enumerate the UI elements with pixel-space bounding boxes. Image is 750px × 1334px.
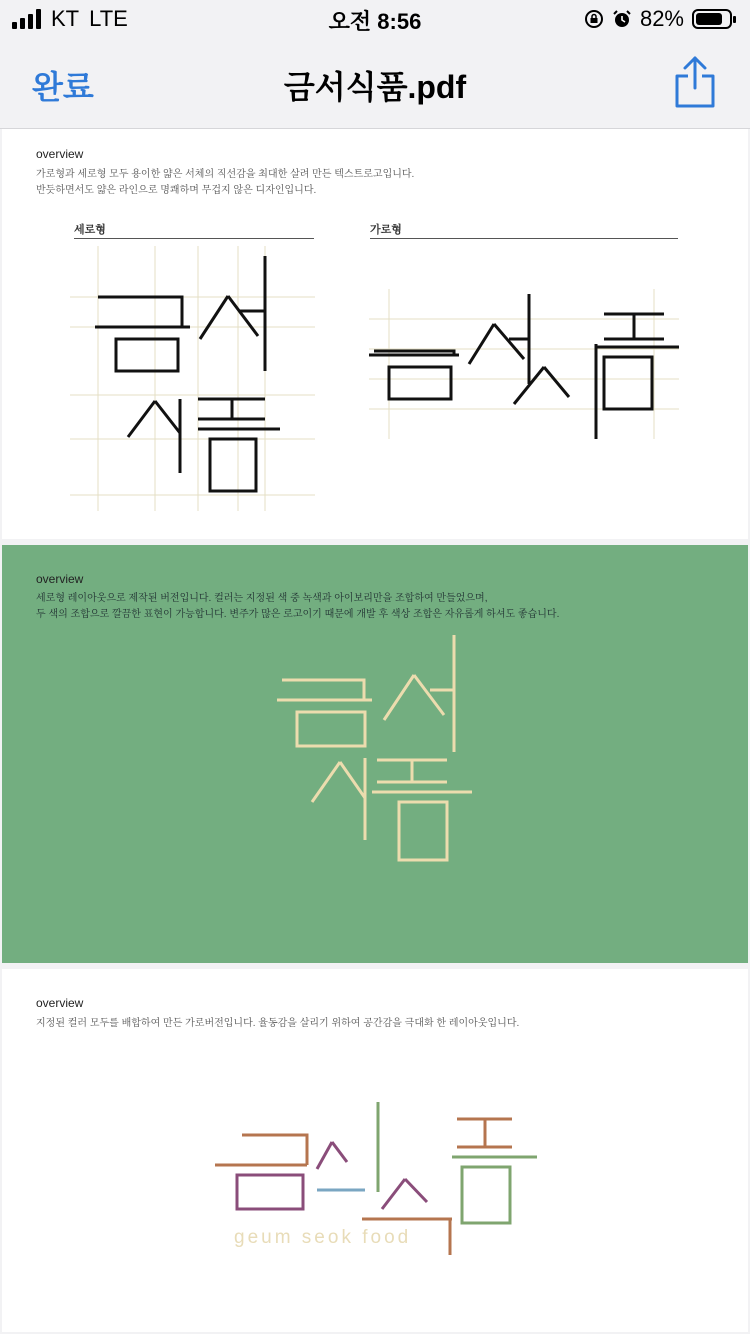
- document-title: 금서식품.pdf: [283, 69, 467, 105]
- page-description: 세로형 레이아웃으로 제작된 버전입니다. 컬러는 지정된 색 중 녹색과 아이보리만을 조합하여 만들었으며, 두 색의 조합으로 깔끔한 표현이 가능합니다. 변주가 많은 로고이기 때문에 개발 후 색상 조합은 자유롭게 하셔도 좋습니다.: [36, 593, 560, 620]
- vertical-layout-label: 세로형: [74, 224, 106, 236]
- page-description: 지정된 컬러 모두를 배합하여 만든 가로버전입니다. 율동감을 살리기 위하여 공간감을 극대화 한 레이아웃입니다.: [36, 1018, 520, 1029]
- alarm-icon: [612, 9, 632, 29]
- divider: [74, 238, 314, 239]
- nav-bar: [0, 40, 750, 129]
- status-time: 오전 8:56: [328, 9, 422, 34]
- overview-label: overview: [36, 572, 84, 586]
- battery-icon: [692, 9, 732, 29]
- pdf-page-1: [2, 129, 748, 539]
- horizontal-layout-label: 가로형: [370, 224, 402, 236]
- page-description: 가로형과 세로형 모두 용이한 얇은 서체의 직선감을 최대한 살려 만든 텍스트로고입니다. 반듯하면서도 얇은 라인으로 명쾌하며 무겁지 않은 디자인입니다.: [36, 169, 415, 196]
- rotation-lock-icon: [584, 9, 604, 29]
- vertical-logo-grid: [70, 241, 320, 516]
- status-right: [584, 6, 732, 32]
- carrier: KT: [51, 6, 80, 31]
- battery-percent: 82%: [639, 6, 684, 31]
- overview-label: overview: [36, 996, 84, 1010]
- pdf-page-2: [2, 545, 748, 963]
- done-button[interactable]: 완료: [32, 69, 94, 105]
- overview-label: overview: [36, 147, 84, 161]
- vertical-logo-green: [272, 630, 482, 880]
- network-type: LTE: [89, 6, 128, 31]
- share-icon[interactable]: [672, 54, 718, 110]
- status-bar: [0, 0, 750, 40]
- divider: [370, 238, 678, 239]
- horizontal-logo-grid: [364, 289, 684, 449]
- tagline: geum seok food: [234, 1227, 412, 1248]
- pdf-page-3: [2, 969, 748, 1332]
